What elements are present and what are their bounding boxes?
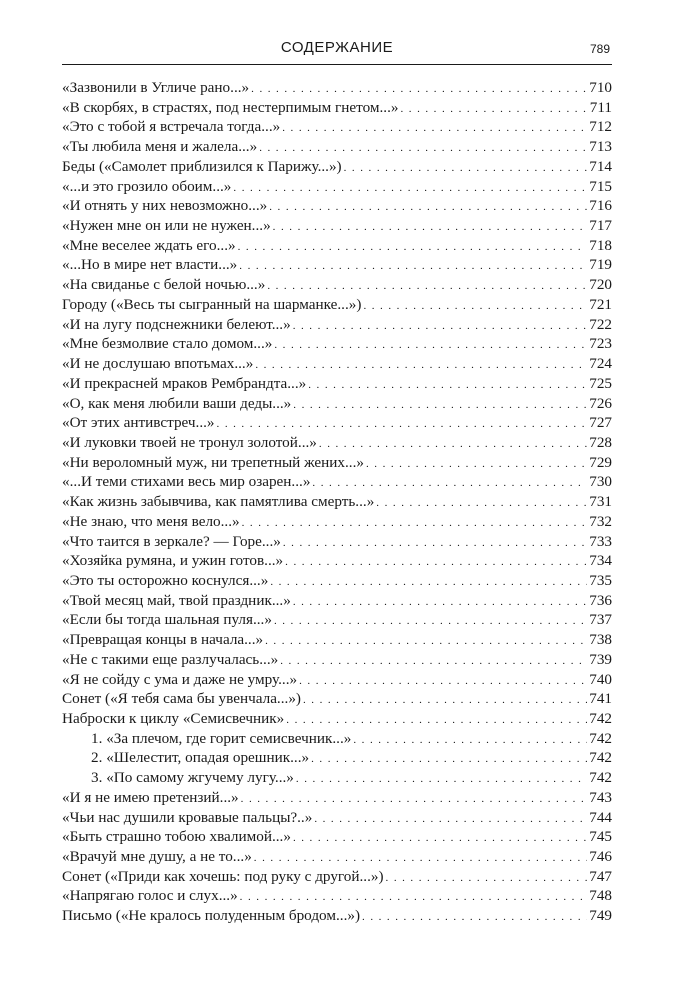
toc-entry-page: 730 — [589, 473, 612, 491]
toc-entry-title: «И отнять у них невозможно...» — [62, 197, 268, 215]
toc-entry-title: Письмо («Не кралось полуденным бродом...») — [62, 907, 361, 925]
toc-entry — [62, 847, 612, 867]
dot-leader — [240, 886, 588, 906]
toc-entry-page: 724 — [589, 355, 612, 373]
toc-entry-title: «...и это грозило обоим...» — [62, 177, 232, 195]
toc-entry-title: «Как жизнь забывчива, как памятлива смерть...» — [62, 493, 375, 511]
toc-subentry — [62, 729, 612, 749]
dot-leader — [269, 196, 587, 216]
dot-leader — [308, 374, 587, 394]
toc-entry-title: «Если бы тогда шальная пуля...» — [62, 611, 272, 629]
toc-entry — [62, 512, 612, 532]
toc-entry-title: 3. «По самому жгучему лугу...» — [91, 769, 294, 787]
dot-leader — [363, 295, 587, 315]
dot-leader — [293, 394, 587, 414]
running-header — [62, 38, 612, 65]
toc-entry-title: «Хозяйка румяна, и ужин готов...» — [62, 552, 284, 570]
toc-entry-page: 740 — [589, 670, 612, 688]
toc-entry — [62, 571, 612, 591]
dot-leader — [239, 255, 587, 275]
toc-entry — [62, 216, 612, 236]
toc-entry-page: 742 — [589, 769, 612, 787]
toc-entry-page: 744 — [589, 808, 612, 826]
toc-entry — [62, 117, 612, 137]
toc-entry-title: «И луковки твоей не тронул золотой...» — [62, 433, 317, 451]
toc-entry-page: 742 — [589, 729, 612, 747]
toc-entry-page: 734 — [589, 552, 612, 570]
dot-leader — [319, 433, 587, 453]
dot-leader — [312, 472, 587, 492]
dot-leader — [251, 78, 587, 98]
toc-entry-page: 723 — [589, 335, 612, 353]
dot-leader — [283, 532, 587, 552]
toc-entry-title: «Что таится в зеркале? — Горе...» — [62, 532, 281, 550]
toc-entry-title: «...И теми стихами весь мир озарен...» — [62, 473, 311, 491]
dot-leader — [217, 413, 588, 433]
toc-entry-page: 720 — [589, 276, 612, 294]
toc-entry-title: «Врачуй мне душу, а не то...» — [62, 848, 252, 866]
toc-entry-title: «Быть страшно тобою хвалимой...» — [62, 828, 291, 846]
toc-entry — [62, 334, 612, 354]
dot-leader — [273, 216, 588, 236]
dot-leader — [282, 117, 587, 137]
dot-leader — [400, 98, 587, 118]
toc-entry-title: «Напрягаю голос и слух...» — [62, 887, 238, 905]
toc-entry-title: «О, как меня любили ваши деды...» — [62, 394, 292, 412]
toc-entry-page: 746 — [589, 848, 612, 866]
toc-entry — [62, 137, 612, 157]
dot-leader — [274, 610, 587, 630]
toc-entry-title: «В скорбях, в страстях, под нестерпимым гнетом...» — [62, 98, 399, 116]
toc-entry — [62, 433, 612, 453]
toc-entry-page: 721 — [589, 295, 612, 313]
toc-entry-title: Сонет («Я тебя сама бы увенчала...») — [62, 690, 301, 708]
toc-entry-title: «Твой месяц май, твой праздник...» — [62, 591, 291, 609]
toc-entry-title: «Нужен мне он или не нужен...» — [62, 217, 271, 235]
dot-leader — [265, 630, 587, 650]
toc-entry — [62, 374, 612, 394]
toc-entry — [62, 867, 612, 887]
dot-leader — [353, 729, 587, 749]
toc-entry-page: 712 — [589, 118, 612, 136]
toc-entry-title: «Не знаю, что меня вело...» — [62, 512, 240, 530]
dot-leader — [366, 453, 587, 473]
toc-entry-title: 1. «За плечом, где горит семисвечник...» — [91, 729, 352, 747]
dot-leader — [303, 689, 587, 709]
dot-leader — [299, 670, 587, 690]
toc-entry-page: 719 — [589, 256, 612, 274]
toc-entry-title: «Мне безмолвие стало домом...» — [62, 335, 273, 353]
toc-entry-title: «Превращая концы в начала...» — [62, 631, 264, 649]
toc-entry-page: 725 — [589, 374, 612, 392]
toc-entry-page: 710 — [589, 79, 612, 96]
toc-entry-page: 735 — [589, 571, 612, 589]
dot-leader — [293, 315, 588, 335]
toc-entry-title: «И прекрасней мраков Рембрандта...» — [62, 374, 307, 392]
toc-entry-page: 736 — [589, 591, 612, 609]
toc-entry-page: 717 — [589, 217, 612, 235]
toc-entry — [62, 315, 612, 335]
toc-entry-page: 722 — [589, 315, 612, 333]
toc-entry-page: 713 — [589, 138, 612, 156]
toc-entry — [62, 532, 612, 552]
toc-entry — [62, 709, 612, 729]
table-of-contents — [62, 78, 612, 926]
toc-entry — [62, 236, 612, 256]
dot-leader — [293, 591, 587, 611]
toc-entry-page: 747 — [589, 867, 612, 885]
dot-leader — [376, 492, 587, 512]
toc-entry — [62, 354, 612, 374]
toc-entry-page: 728 — [589, 433, 612, 451]
toc-entry-title: Беды («Самолет приблизился к Парижу...») — [62, 157, 342, 175]
toc-entry-page: 732 — [589, 512, 612, 530]
toc-entry-title: «Это с тобой я встречала тогда...» — [62, 118, 281, 136]
dot-leader — [254, 847, 587, 867]
toc-entry — [62, 295, 612, 315]
toc-entry — [62, 551, 612, 571]
page-number: 789 — [589, 42, 610, 56]
dot-leader — [233, 177, 587, 197]
toc-entry-page: 742 — [589, 710, 612, 727]
toc-entry — [62, 492, 612, 512]
toc-entry-title: 2. «Шелестит, опадая орешник...» — [91, 749, 310, 767]
toc-entry-page: 729 — [589, 453, 612, 471]
toc-entry-page: 749 — [589, 907, 612, 925]
dot-leader — [267, 275, 587, 295]
toc-entry-page: 711 — [589, 98, 612, 116]
dot-leader — [238, 236, 588, 256]
toc-entry — [62, 157, 612, 177]
dot-leader — [293, 827, 587, 847]
toc-entry-title: «Я не сойду с ума и даже не умру...» — [62, 670, 298, 688]
toc-subentry — [62, 768, 612, 788]
toc-entry — [62, 650, 612, 670]
dot-leader — [314, 808, 587, 828]
toc-entry-title: «Зазвонили в Угличе рано...» — [62, 79, 250, 96]
dot-leader — [259, 137, 587, 157]
toc-entry-title: Городу («Весь ты сыгранный на шарманке...») — [62, 295, 362, 313]
toc-entry-title: «Мне веселее ждать его...» — [62, 236, 236, 254]
toc-entry — [62, 670, 612, 690]
toc-entry-page: 743 — [589, 788, 612, 806]
toc-entry-page: 741 — [589, 690, 612, 708]
toc-entry-page: 727 — [589, 414, 612, 432]
toc-entry — [62, 196, 612, 216]
toc-entry-title: «И не дослушаю впотьмах...» — [62, 355, 254, 373]
toc-entry-page: 716 — [589, 197, 612, 215]
toc-entry-page: 726 — [589, 394, 612, 412]
toc-entry — [62, 255, 612, 275]
toc-entry-title: «На свиданье с белой ночью...» — [62, 276, 266, 294]
toc-entry-title: «Ты любила меня и жалела...» — [62, 138, 258, 156]
page-title: СОДЕРЖАНИЕ — [280, 39, 394, 56]
dot-leader — [311, 748, 587, 768]
toc-entry — [62, 98, 612, 118]
toc-entry-page: 748 — [589, 887, 612, 905]
dot-leader — [286, 709, 587, 729]
toc-entry — [62, 808, 612, 828]
toc-entry — [62, 630, 612, 650]
toc-entry-title: «Чьи нас душили кровавые пальцы?..» — [62, 808, 313, 826]
toc-entry-page: 714 — [589, 157, 612, 175]
toc-entry — [62, 275, 612, 295]
toc-entry — [62, 591, 612, 611]
toc-entry-title: «Это ты осторожно коснулся...» — [62, 571, 269, 589]
toc-entry — [62, 906, 612, 926]
toc-subentry — [62, 748, 612, 768]
dot-leader — [280, 650, 587, 670]
toc-entry-page: 742 — [589, 749, 612, 767]
toc-entry — [62, 472, 612, 492]
dot-leader — [270, 571, 587, 591]
toc-entry-title: «Ни вероломный муж, ни трепетный жених...» — [62, 453, 364, 471]
dot-leader — [255, 354, 587, 374]
dot-leader — [386, 867, 588, 887]
toc-entry — [62, 413, 612, 433]
toc-entry — [62, 453, 612, 473]
toc-entry-title: Наброски к циклу «Семисвечник» — [62, 710, 285, 727]
toc-entry-title: «И я не имею претензий...» — [62, 788, 239, 806]
toc-entry — [62, 394, 612, 414]
toc-entry — [62, 177, 612, 197]
toc-entry — [62, 689, 612, 709]
dot-leader — [274, 334, 587, 354]
toc-entry-page: 715 — [589, 177, 612, 195]
toc-entry — [62, 788, 612, 808]
dot-leader — [241, 788, 588, 808]
toc-entry-page: 739 — [589, 650, 612, 668]
dot-leader — [296, 768, 587, 788]
toc-entry-page: 733 — [589, 532, 612, 550]
toc-entry-title: «Не с такими еще разлучалась...» — [62, 650, 279, 668]
toc-entry — [62, 610, 612, 630]
dot-leader — [344, 157, 588, 177]
toc-entry-title: Сонет («Приди как хочешь: под руку с другой...») — [62, 867, 384, 885]
toc-entry-page: 718 — [589, 236, 612, 254]
toc-entry — [62, 78, 612, 98]
toc-entry-title: «От этих антивстреч...» — [62, 414, 215, 432]
dot-leader — [362, 906, 587, 926]
toc-entry — [62, 827, 612, 847]
toc-entry — [62, 886, 612, 906]
toc-entry-title: «И на лугу подснежники белеют...» — [62, 315, 291, 333]
dot-leader — [242, 512, 588, 532]
toc-entry-page: 738 — [589, 631, 612, 649]
toc-entry-page: 745 — [589, 828, 612, 846]
toc-entry-page: 731 — [589, 493, 612, 511]
dot-leader — [285, 551, 587, 571]
toc-entry-page: 737 — [589, 611, 612, 629]
toc-entry-title: «...Но в мире нет власти...» — [62, 256, 238, 274]
